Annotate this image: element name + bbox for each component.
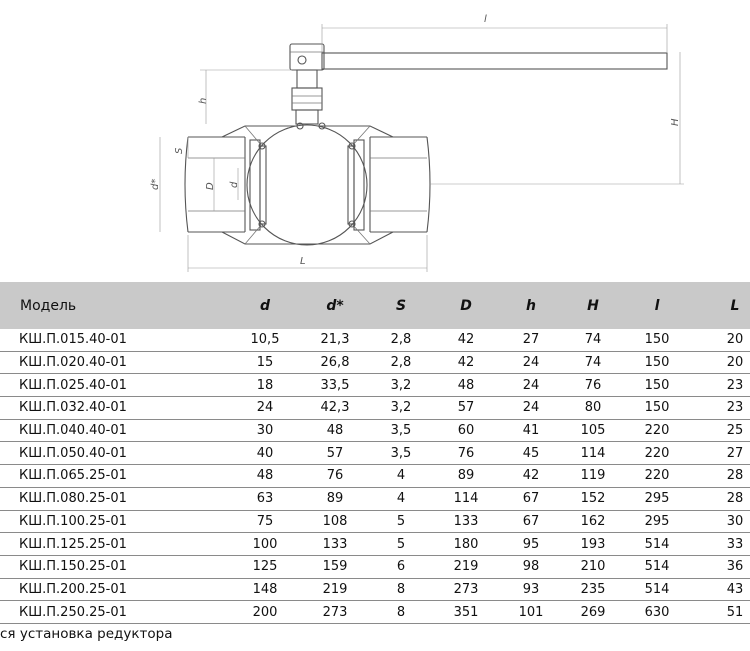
model-cell: КШ.П.080.25-01 <box>0 487 230 510</box>
value-cell: 23 <box>690 397 750 420</box>
dim-label-D: D <box>205 182 216 190</box>
value-cell: 42,3 <box>300 397 370 420</box>
table-row <box>0 510 750 533</box>
value-cell: 30 <box>230 419 300 442</box>
value-cell: 150 <box>624 374 690 397</box>
value-cell: 162 <box>562 510 624 533</box>
value-cell: 159 <box>300 555 370 578</box>
value-cell: 23 <box>690 374 750 397</box>
value-cell: 4 <box>370 465 432 488</box>
col-header-L: L <box>690 282 750 329</box>
table-row <box>0 397 750 420</box>
value-cell: 24 <box>500 397 562 420</box>
dimension-lines <box>160 24 684 272</box>
value-cell: 28 <box>690 487 750 510</box>
value-cell: 51 <box>690 601 750 624</box>
table-row <box>0 601 750 624</box>
value-cell: 114 <box>562 442 624 465</box>
table-row <box>0 533 750 556</box>
model-cell: КШ.П.200.25-01 <box>0 578 230 601</box>
value-cell: 5 <box>370 510 432 533</box>
table-row <box>0 374 750 397</box>
model-cell: КШ.П.125.25-01 <box>0 533 230 556</box>
value-cell: 20 <box>690 351 750 374</box>
value-cell: 24 <box>500 374 562 397</box>
dim-label-H: H <box>670 118 681 126</box>
model-cell: КШ.П.150.25-01 <box>0 555 230 578</box>
model-cell: КШ.П.040.40-01 <box>0 419 230 442</box>
value-cell: 93 <box>500 578 562 601</box>
value-cell: 21,3 <box>300 329 370 351</box>
value-cell: 2,8 <box>370 329 432 351</box>
value-cell: 295 <box>624 487 690 510</box>
col-header-l: l <box>624 282 690 329</box>
dim-label-d: d <box>229 181 240 188</box>
value-cell: 63 <box>230 487 300 510</box>
value-cell: 74 <box>562 329 624 351</box>
value-cell: 60 <box>432 419 500 442</box>
dim-label-l: l <box>484 14 487 25</box>
value-cell: 28 <box>690 465 750 488</box>
value-cell: 48 <box>432 374 500 397</box>
col-header-d-star: d* <box>300 282 370 329</box>
footnote: ся установка редуктора <box>0 626 173 642</box>
col-header-h: h <box>500 282 562 329</box>
value-cell: 220 <box>624 442 690 465</box>
value-cell: 76 <box>300 465 370 488</box>
col-header-s: S <box>370 282 432 329</box>
valve-body <box>185 123 430 245</box>
value-cell: 18 <box>230 374 300 397</box>
spec-table <box>0 282 750 624</box>
model-cell: КШ.П.250.25-01 <box>0 601 230 624</box>
dim-label-h: h <box>198 97 209 104</box>
table-header-row <box>0 282 750 329</box>
value-cell: 48 <box>230 465 300 488</box>
table-row <box>0 351 750 374</box>
col-header-D: D <box>432 282 500 329</box>
value-cell: 8 <box>370 578 432 601</box>
value-cell: 67 <box>500 510 562 533</box>
value-cell: 27 <box>500 329 562 351</box>
table-row <box>0 442 750 465</box>
value-cell: 152 <box>562 487 624 510</box>
table-row <box>0 487 750 510</box>
value-cell: 220 <box>624 419 690 442</box>
model-cell: КШ.П.100.25-01 <box>0 510 230 533</box>
value-cell: 42 <box>500 465 562 488</box>
value-cell: 30 <box>690 510 750 533</box>
value-cell: 4 <box>370 487 432 510</box>
model-cell: КШ.П.020.40-01 <box>0 351 230 374</box>
value-cell: 119 <box>562 465 624 488</box>
model-cell: КШ.П.015.40-01 <box>0 329 230 351</box>
value-cell: 351 <box>432 601 500 624</box>
col-header-model: Модель <box>0 282 230 329</box>
value-cell: 36 <box>690 555 750 578</box>
valve-stem <box>292 70 322 124</box>
value-cell: 76 <box>432 442 500 465</box>
value-cell: 10,5 <box>230 329 300 351</box>
value-cell: 33,5 <box>300 374 370 397</box>
valve-handle <box>290 44 667 70</box>
value-cell: 41 <box>500 419 562 442</box>
ball-valve-drawing <box>0 0 750 282</box>
value-cell: 219 <box>300 578 370 601</box>
col-header-d: d <box>230 282 300 329</box>
value-cell: 42 <box>432 351 500 374</box>
value-cell: 3,5 <box>370 442 432 465</box>
value-cell: 108 <box>300 510 370 533</box>
value-cell: 42 <box>432 329 500 351</box>
value-cell: 269 <box>562 601 624 624</box>
value-cell: 133 <box>432 510 500 533</box>
value-cell: 125 <box>230 555 300 578</box>
value-cell: 101 <box>500 601 562 624</box>
value-cell: 5 <box>370 533 432 556</box>
model-cell: КШ.П.025.40-01 <box>0 374 230 397</box>
value-cell: 3,2 <box>370 374 432 397</box>
dim-label-d-star: d* <box>150 178 161 190</box>
table-row <box>0 578 750 601</box>
value-cell: 630 <box>624 601 690 624</box>
model-cell: КШ.П.065.25-01 <box>0 465 230 488</box>
value-cell: 43 <box>690 578 750 601</box>
value-cell: 45 <box>500 442 562 465</box>
value-cell: 24 <box>230 397 300 420</box>
value-cell: 89 <box>300 487 370 510</box>
value-cell: 57 <box>300 442 370 465</box>
value-cell: 40 <box>230 442 300 465</box>
value-cell: 150 <box>624 351 690 374</box>
value-cell: 75 <box>230 510 300 533</box>
value-cell: 235 <box>562 578 624 601</box>
value-cell: 150 <box>624 397 690 420</box>
value-cell: 6 <box>370 555 432 578</box>
value-cell: 27 <box>690 442 750 465</box>
value-cell: 133 <box>300 533 370 556</box>
value-cell: 219 <box>432 555 500 578</box>
value-cell: 57 <box>432 397 500 420</box>
value-cell: 105 <box>562 419 624 442</box>
value-cell: 25 <box>690 419 750 442</box>
dim-label-S: S <box>174 147 185 154</box>
value-cell: 200 <box>230 601 300 624</box>
value-cell: 74 <box>562 351 624 374</box>
value-cell: 89 <box>432 465 500 488</box>
value-cell: 514 <box>624 578 690 601</box>
value-cell: 95 <box>500 533 562 556</box>
model-cell: КШ.П.050.40-01 <box>0 442 230 465</box>
value-cell: 48 <box>300 419 370 442</box>
table-row <box>0 465 750 488</box>
col-header-H: H <box>562 282 624 329</box>
value-cell: 273 <box>300 601 370 624</box>
value-cell: 220 <box>624 465 690 488</box>
value-cell: 273 <box>432 578 500 601</box>
value-cell: 33 <box>690 533 750 556</box>
value-cell: 26,8 <box>300 351 370 374</box>
value-cell: 20 <box>690 329 750 351</box>
value-cell: 114 <box>432 487 500 510</box>
value-cell: 193 <box>562 533 624 556</box>
table-row <box>0 329 750 351</box>
value-cell: 514 <box>624 555 690 578</box>
value-cell: 8 <box>370 601 432 624</box>
value-cell: 76 <box>562 374 624 397</box>
value-cell: 180 <box>432 533 500 556</box>
value-cell: 2,8 <box>370 351 432 374</box>
value-cell: 3,5 <box>370 419 432 442</box>
value-cell: 80 <box>562 397 624 420</box>
model-cell: КШ.П.032.40-01 <box>0 397 230 420</box>
table-row <box>0 555 750 578</box>
table-row <box>0 419 750 442</box>
value-cell: 514 <box>624 533 690 556</box>
value-cell: 24 <box>500 351 562 374</box>
value-cell: 98 <box>500 555 562 578</box>
value-cell: 15 <box>230 351 300 374</box>
value-cell: 67 <box>500 487 562 510</box>
value-cell: 210 <box>562 555 624 578</box>
value-cell: 3,2 <box>370 397 432 420</box>
dim-label-L: L <box>300 256 306 267</box>
value-cell: 150 <box>624 329 690 351</box>
value-cell: 295 <box>624 510 690 533</box>
value-cell: 148 <box>230 578 300 601</box>
value-cell: 100 <box>230 533 300 556</box>
